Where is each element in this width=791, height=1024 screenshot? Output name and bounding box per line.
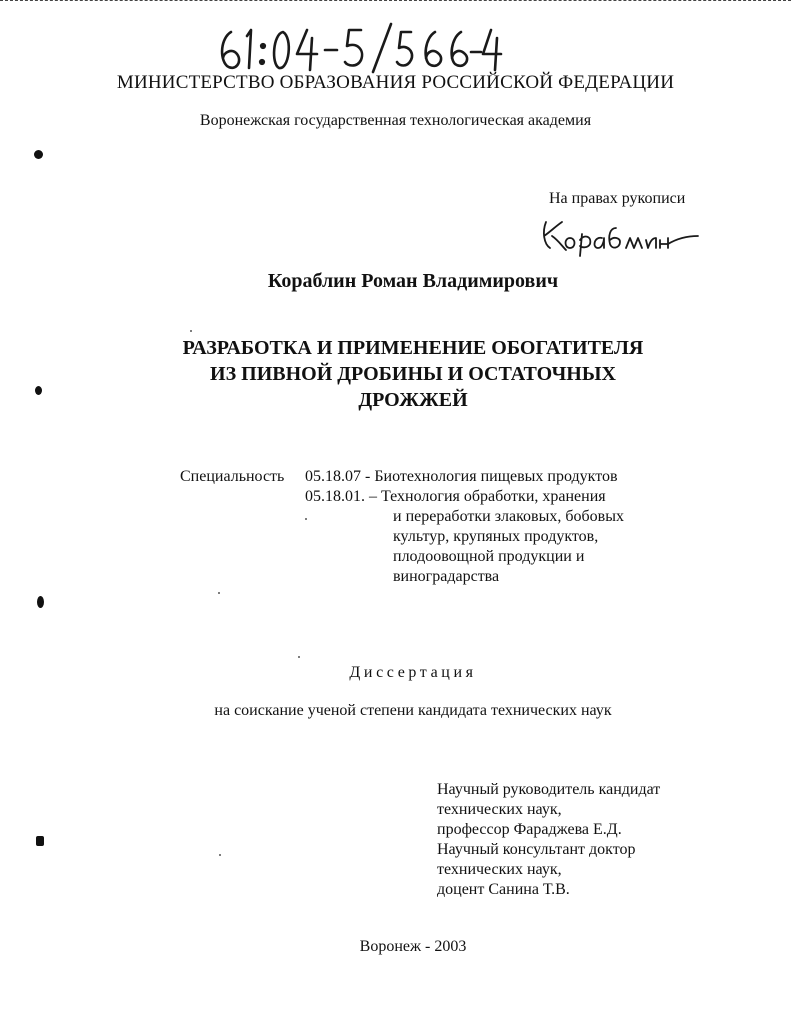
scan-speck — [305, 518, 307, 520]
place-year: Воронеж - 2003 — [359, 938, 467, 955]
dissertation-title — [0, 335, 791, 413]
rights-note: На правах рукописи — [549, 190, 686, 207]
scan-speck — [298, 656, 300, 658]
author-name: Кораблин Роман Владимирович — [267, 270, 559, 292]
scan-speck — [218, 592, 220, 594]
advisor-line: Научный руководитель кандидат — [437, 781, 661, 798]
handwritten-catalog-number — [215, 18, 505, 74]
advisor-line: профессор Фараджева Е.Д. — [437, 821, 622, 838]
specialty-line: плодоовощной продукции и — [393, 548, 585, 565]
specialty-line: виноградарства — [393, 568, 500, 585]
binding-hole-mark — [34, 150, 43, 159]
specialty-line: культур, крупяных продуктов, — [393, 528, 599, 545]
binding-hole-mark — [37, 596, 44, 608]
title-line: РАЗРАБОТКА И ПРИМЕНЕНИЕ ОБОГАТИТЕЛЯ — [182, 337, 644, 359]
advisor-line: технических наук, — [437, 861, 562, 878]
catalog-number-handwriting — [215, 18, 505, 78]
signature-scribble — [540, 214, 700, 258]
dissertation-label: Диссертация — [349, 664, 477, 681]
specialty-line: 05.18.07 - Биотехнология пищевых продуктов — [305, 468, 618, 485]
specialty-label: Специальность — [180, 468, 285, 485]
author-signature — [540, 214, 700, 263]
advisor-line: доцент Санина Т.В. — [437, 881, 570, 898]
advisor-line: технических наук, — [437, 801, 562, 818]
degree-line: на соискание ученой степени кандидата технических наук — [214, 702, 612, 719]
specialty-line: 05.18.01. – Технология обработки, хранения — [305, 488, 606, 505]
title-line: ИЗ ПИВНОЙ ДРОБИНЫ И ОСТАТОЧНЫХ — [210, 363, 616, 385]
advisor-line: Научный консультант доктор — [437, 841, 636, 858]
scan-speck — [219, 854, 221, 856]
specialty-line: и переработки злаковых, бобовых — [393, 508, 624, 525]
scan-speck — [190, 330, 192, 332]
ministry-heading: МИНИСТЕРСТВО ОБРАЗОВАНИЯ РОССИЙСКОЙ ФЕДЕРАЦИИ — [116, 72, 675, 93]
title-line: ДРОЖЖЕЙ — [358, 389, 468, 411]
academy-name: Воронежская государственная технологическая академия — [199, 112, 592, 129]
binding-hole-mark — [36, 836, 44, 846]
binding-hole-mark — [35, 386, 42, 395]
page-top-border — [0, 0, 791, 4]
